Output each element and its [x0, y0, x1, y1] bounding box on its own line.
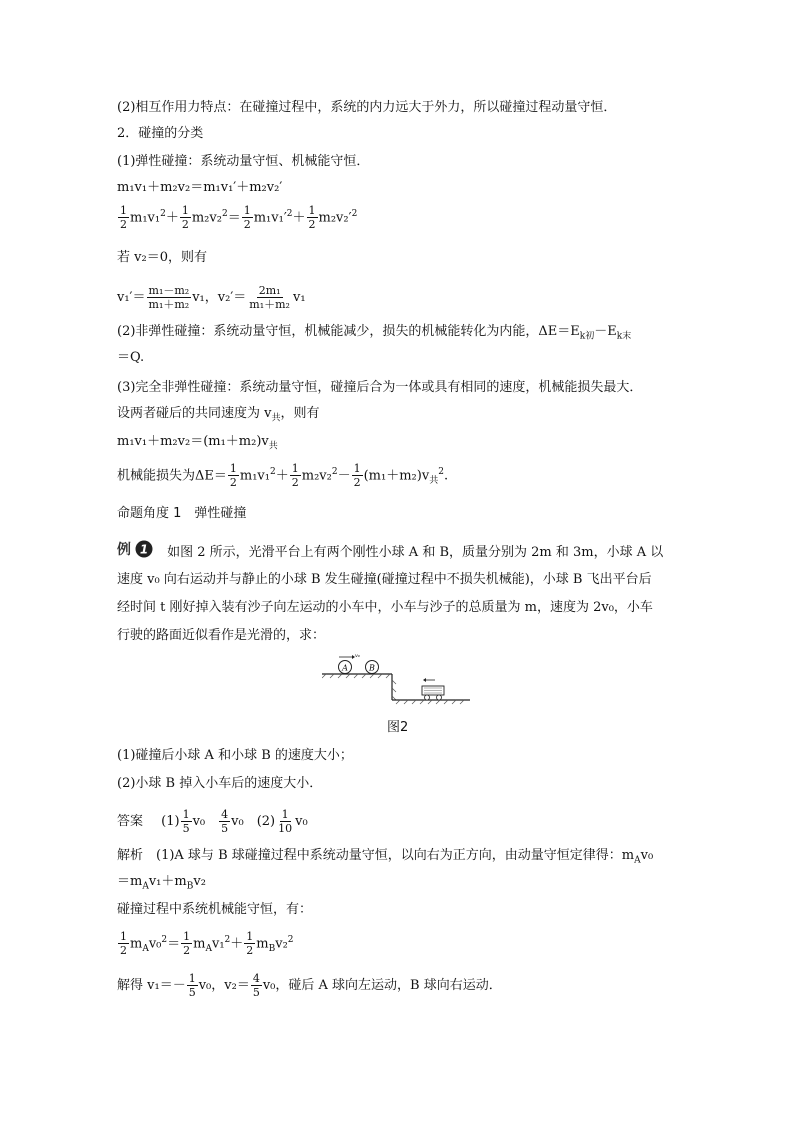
formula-momentum: m₁v₁＋m₂v₂＝m₁v₁′＋m₂v₂′ — [117, 180, 283, 195]
answer-line: 答案 (1) $\frac{1}{5}$ v₀ $\frac{4}{5}$ v₀ (2) $\frac{1}{10}$ v₀ — [117, 808, 308, 835]
formula-velocities: v₁′＝ $\frac{\text{m₁－m₂}}{\text{m₁＋m₂}}$ v₁，v₂′＝ $\frac{\text{2m₁}}{\text{m₁＋m₂}}$ v₁ — [117, 284, 306, 311]
text-line: (2)非弹性碰撞：系统动量守恒，机械能减少，损失的机械能转化为内能，$\Delta E=E_{k初}-E_{k末}$ — [117, 324, 632, 342]
text-line: ＝Q. — [117, 350, 145, 365]
example-label: 例 — [117, 542, 131, 558]
example-line: 行驶的路面近似看作是光滑的，求： — [117, 628, 326, 643]
text-line: (3)完全非弹性碰撞：系统动量守恒，碰撞后合为一体或具有相同的速度，机械能损失最大． — [117, 380, 643, 395]
svg-text:B: B — [369, 663, 375, 673]
figure-platform-cart — [322, 652, 472, 710]
example-line: 例 1 如图 2 所示，光滑平台上有两个刚性小球 A 和 B，质量分别为 2m 和 3m，小球 A 以 — [117, 540, 663, 565]
text-line: (2)相互作用力特点：在碰撞过程中，系统的内力远大于外力，所以碰撞过程动量守恒． — [117, 100, 617, 115]
example-badge — [117, 540, 157, 565]
question-line: (2)小球 B 掉入小车后的速度大小． — [117, 776, 323, 791]
section-heading: 2．碰撞的分类 — [117, 126, 204, 141]
analysis-line: 解析 (1)A 球与 B 球碰撞过程中系统动量守恒，以向右为正方向，由动量守恒定律得：$m_Av_0$ — [117, 848, 654, 866]
question-line: (1)碰撞后小球 A 和小球 B 的速度大小； — [117, 748, 353, 763]
subsection-heading: 命题角度 1 弹性碰撞 — [117, 506, 247, 521]
formula-energy-loss: 机械能损失为ΔE＝ $\frac{1}{2}$ m₁v₁$^2$＋ $\frac{1}{2}$ m₂v₂$^2$－ $\frac{1}{2}$ $(m_1+m_2)v_共^2$. — [117, 462, 449, 490]
formula-energy: $\frac{1}{2}$ m₁v₁$^2$＋ $\frac{1}{2}$ m₂v₂$^2$＝ $\frac{1}{2}$ $m_1v_1'^2+$ $\frac{1}{2}$ $m_2v_2'^2$ — [120, 204, 358, 232]
formula-common-velocity: $m_1v_1+m_2v_2=(m_1+m_2)v_共$ — [117, 434, 278, 452]
formula-energy-ab: $\frac{1}{2}$ $m_Av_0^2=$ $\frac{1}{2}$ $m_Av_1^2+$ $\frac{1}{2}$ $m_Bv_2^2$ — [120, 930, 294, 958]
figure-caption: 图2 — [387, 720, 409, 735]
example-line: 经时间 t 刚好掉入装有沙子向左运动的小车中，小车与沙子的总质量为 m，速度为 2v₀，小车 — [117, 600, 653, 615]
analysis-line: $=m_Av_1+m_Bv_2$ — [117, 874, 206, 892]
text-line: 设两者碰后的共同速度为 $v_共$，则有 — [117, 406, 320, 424]
text-line: 若 v₂＝0，则有 — [117, 250, 207, 265]
svg-text:A: A — [342, 663, 348, 673]
example-number: 1 — [139, 542, 149, 557]
example-line: 速度 v₀ 向右运动并与静止的小球 B 发生碰撞(碰撞过程中不损失机械能)，小球 B 飞出平台后 — [117, 572, 652, 587]
svg-text:v₀: v₀ — [355, 653, 360, 659]
text-line: (1)弹性碰撞：系统动量守恒、机械能守恒． — [117, 154, 370, 169]
analysis-line: 解得 v₁＝－ $\frac{1}{5}$ v₀，v₂＝ $\frac{4}{5}$ v₀，碰后 A 球向左运动，B 球向右运动． — [117, 972, 502, 999]
analysis-line: 碰撞过程中系统机械能守恒，有： — [117, 902, 313, 917]
